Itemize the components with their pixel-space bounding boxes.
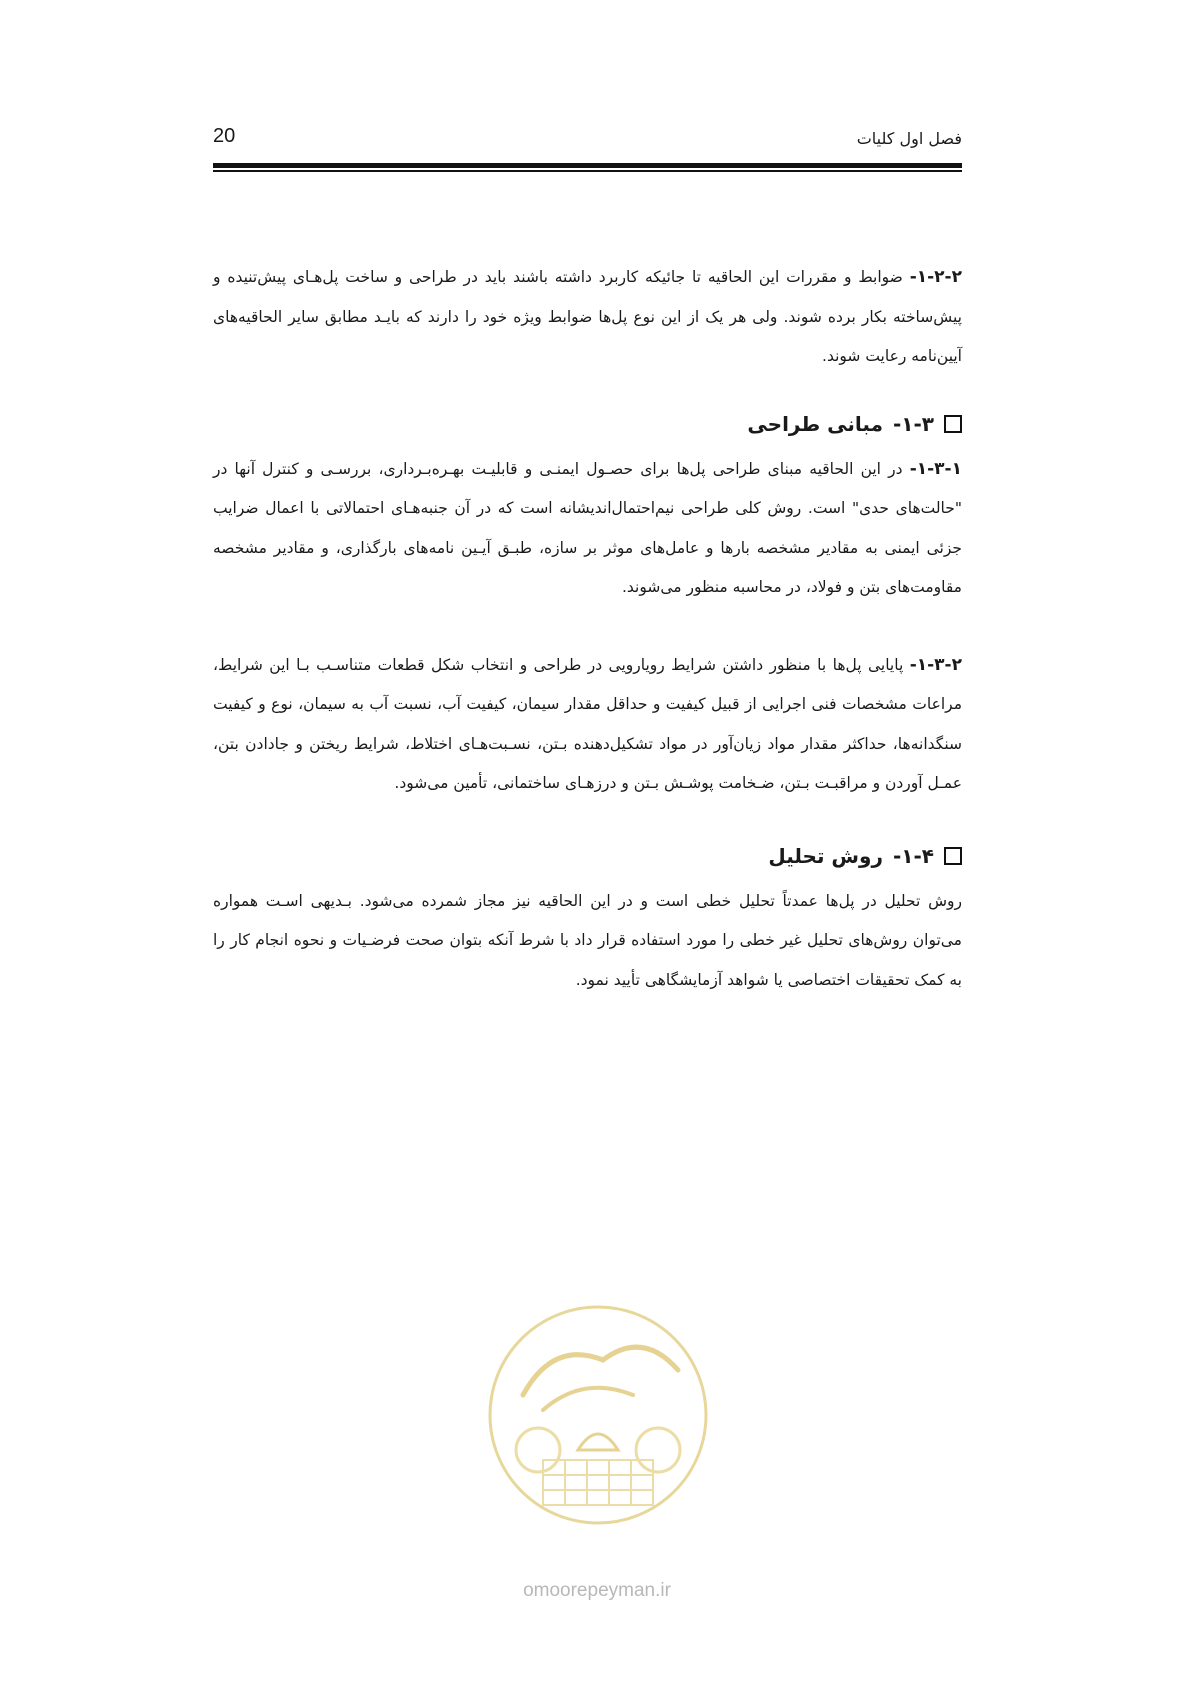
page-header <box>213 125 962 167</box>
clause-text: ضوابط و مقررات این الحاقیه تا جائیکه کاربرد داشته باشند باید در طراحی و ساخت پل‌هـای پیش‌تنیده و پیش‌ساخته بکار برده شوند. ولی هر یک از این نوع پل‌ها ضوابط ویژه خود را دارند که بایـد مطابق سایر الحاقیه‌های آیین‌نامه رعایت شوند. <box>213 268 962 365</box>
paragraph-analysis <box>213 882 962 1001</box>
clause-number: ۱-۲-۲- <box>909 267 962 287</box>
watermark-url: omoorepeyman.ir <box>523 1580 671 1601</box>
page-number: 20 <box>213 125 236 147</box>
chapter-title: فصل اول کلیات <box>856 129 962 148</box>
section-heading-analysis-method <box>213 834 962 878</box>
header-rule-thick <box>213 163 962 168</box>
clause-text: در این الحاقیه مبنای طراحی پل‌ها برای حصـول ایمنـی و قابلیـت بهـره‌بـرداری، بررسـی و کنترل آنها در "حالت‌های حدی" است. روش کلی طراحی نیم‌احتمال‌اندیشانه است که در آن جنبه‌هـای احتمالاتی با اعمال ضرایب جزئی ایمنی به مقادیر مشخصه بارها و عامل‌های موثر بر سازه، طبـق آیـین نامه‌های بارگذاری، و مقادیر مشخصه مقاومت‌های بتن و فولاد، در محاسبه منظور می‌شوند. <box>213 459 962 596</box>
paragraph-1-3-2 <box>213 646 962 804</box>
emblem-icon <box>578 1434 618 1450</box>
section-number: ۱-۳- <box>892 411 934 436</box>
page-body <box>213 258 962 1000</box>
section-title: روش تحلیل <box>768 843 883 868</box>
section-heading-design-basis <box>213 402 962 446</box>
checkbox-square-icon <box>944 415 962 433</box>
paragraph-1-3-1 <box>213 450 962 608</box>
watermark-stamp-logo <box>483 1300 713 1530</box>
section-number: ۱-۴- <box>892 843 934 868</box>
header-rule-thin <box>213 170 962 172</box>
paragraph-1-2-2 <box>213 258 962 377</box>
checkbox-square-icon <box>944 847 962 865</box>
grid-building-icon <box>543 1460 653 1505</box>
section-title: مبانی طراحی <box>747 411 883 436</box>
clause-text: پایایی پل‌ها با منظور داشتن شرایط رویارویی در طراحی و انتخاب شکل قطعات متناسـب بـا این شرایط، مراعات مشخصات فنی اجرایی از قبیل کیفیت و حداقل مقدار سیمان، کیفیت آب، نسبت آب به سیمان، نوع و کیفیت سنگدانه‌ها، حداکثر مقدار مواد زیان‌آور در مواد تشکیل‌دهنده بـتن، نسـبت‌هـای اختلاط، شرایط ریختن و جادادن بتن، عمـل آوردن و مراقبـت بـتن، ضـخامت پوشـش بـتن و درزهـای ساختمانی، تأمین می‌شود. <box>213 655 962 792</box>
clause-number: ۱-۳-۲- <box>909 654 962 675</box>
clause-number: ۱-۳-۱- <box>909 458 962 479</box>
clause-text: روش تحلیل در پل‌ها عمدتاً تحلیل خطی است و در این الحاقیه نیز مجاز شمرده می‌شود. بـدیهی اسـت همواره می‌توان روش‌های تحلیل غیر خطی را مورد استفاده قرار داد با شرط آنکه بتوان صحت فرضـیات و نحوه انجام کار را به کمک تحقیقات اختصاصی یا شواهد آزمایشگاهی تأیید نمود. <box>213 891 962 989</box>
